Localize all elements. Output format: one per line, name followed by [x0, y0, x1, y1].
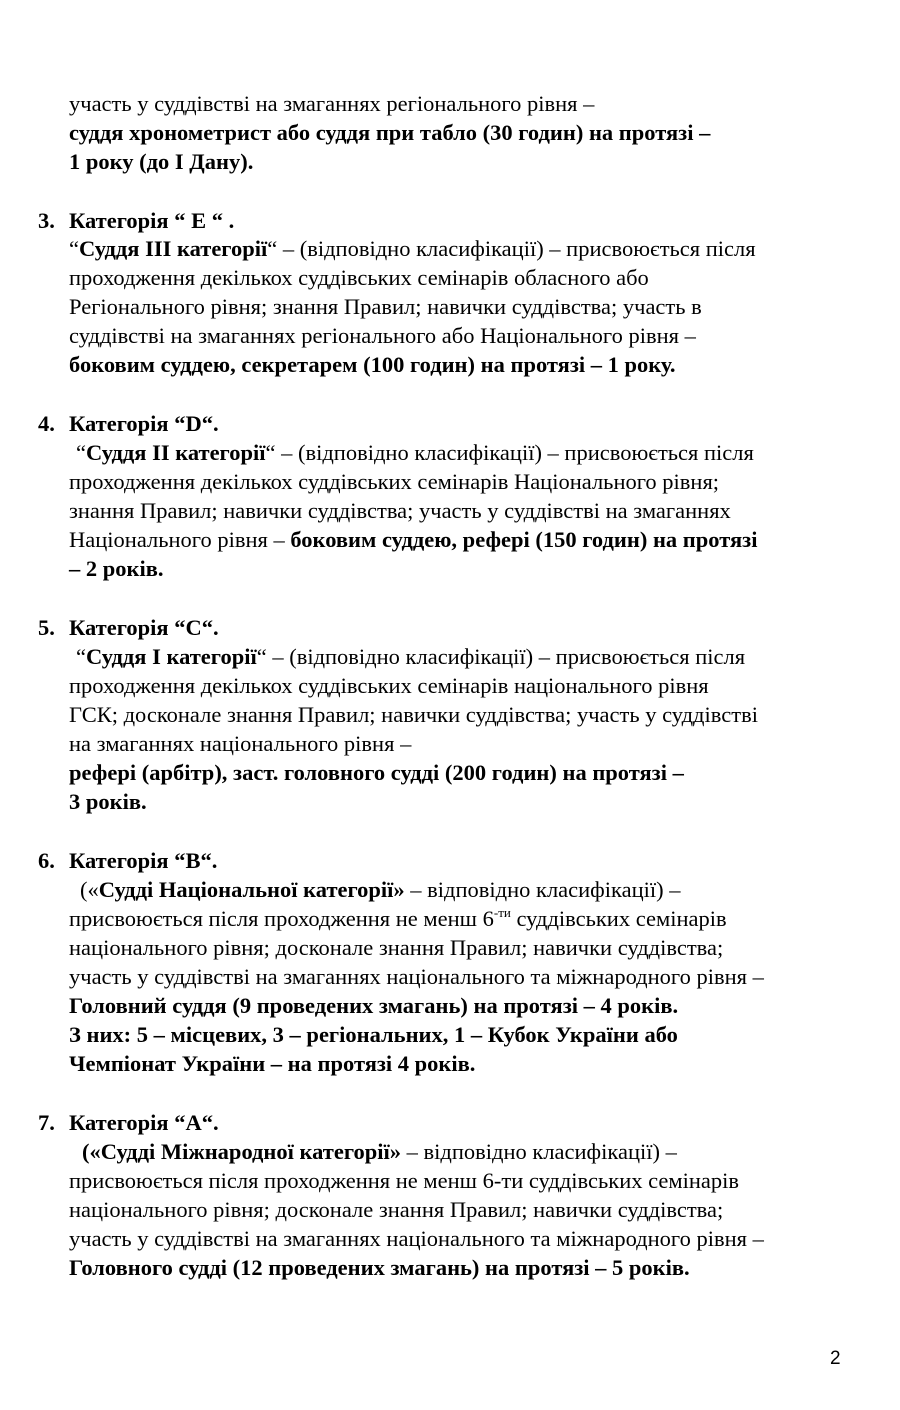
item-line: участь у суддівстві на змаганнях національного та міжнародного рівня –	[69, 1226, 764, 1251]
item-mixed-line: Національного рівня – боковим суддею, рефері (150 годин) на протязі	[69, 527, 758, 552]
item-heading: Категорія “D“.	[69, 411, 219, 436]
item-line: національного рівня; досконале знання Правил; навички суддівства;	[69, 935, 724, 960]
item-first-line: («Судді Національної категорії» – відповідно класифікації) –	[80, 877, 681, 902]
item-line: на змаганнях національного рівня –	[69, 731, 412, 756]
item-number: 7.	[38, 1110, 55, 1135]
item-line: присвоюється після проходження не менш $6^{-ти}$ суддівських семінарів	[69, 905, 727, 931]
item-number: 5.	[38, 615, 55, 640]
item-heading: Категорія “В“.	[69, 848, 218, 873]
item-line: знання Правил; навички суддівства; участь у суддівстві на змаганнях	[69, 498, 731, 523]
item-line: ГСК; досконале знання Правил; навички суддівства; участь у суддівстві	[69, 702, 758, 727]
category-title: Судді Міжнародної категорії»	[100, 1139, 402, 1164]
item-heading: Категорія “С“.	[69, 615, 219, 640]
item-line: проходження декількох суддівських семінарів обласного або	[69, 265, 649, 290]
item-line: участь у суддівстві на змаганнях національного та міжнародного рівня –	[69, 964, 764, 989]
item-line: проходження декількох суддівських семінарів Національного рівня;	[69, 469, 720, 494]
item-first-line: “Суддя І категорії“ – (відповідно класифікації) – присвоюється після	[76, 644, 746, 669]
category-title: Судді Національної категорії»	[98, 877, 405, 902]
item-first-line: “Суддя ІІ категорії“ – (відповідно класифікації) – присвоюється після	[76, 440, 754, 465]
item-line: Регіонального рівня; знання Правил; навички суддівства; участь в	[69, 294, 702, 319]
item-line: національного рівня; досконале знання Правил; навички суддівства;	[69, 1197, 724, 1222]
intro-line-3: 1 року (до І Дану).	[69, 149, 254, 174]
category-title: Суддя ІІІ категорії	[79, 236, 268, 261]
item-first-line: “Суддя ІІІ категорії“ – (відповідно класифікації) – присвоюється після	[69, 236, 756, 261]
item-requirement: Чемпіонат України – на протязі 4 років.	[69, 1051, 476, 1076]
item-requirement: Головного судді (12 проведених змагань) на протязі – 5 років.	[69, 1255, 690, 1280]
page-number: 2	[830, 1348, 841, 1369]
item-first-line: («Судді Міжнародної категорії» – відповідно класифікації) –	[82, 1139, 677, 1164]
item-number: 3.	[38, 208, 55, 233]
item-requirement: З них: 5 – місцевих, 3 – регіональних, 1 – Кубок України або	[69, 1022, 678, 1047]
item-requirement: Головний суддя (9 проведених змагань) на протязі – 4 років.	[69, 993, 679, 1018]
item-requirement: рефері (арбітр), заст. головного судді (200 годин) на протязі –	[69, 760, 684, 785]
item-heading: Категорія “А“.	[69, 1110, 219, 1135]
item-number: 4.	[38, 411, 55, 436]
category-title: Суддя І категорії	[86, 644, 257, 669]
item-number: 6.	[38, 848, 55, 873]
item-line: проходження декількох суддівських семінарів національного рівня	[69, 673, 709, 698]
item-requirement: боковим суддею, секретарем (100 годин) на протязі – 1 року.	[69, 352, 676, 377]
item-line: присвоюється після проходження не менш 6-ти суддівських семінарів	[69, 1168, 740, 1193]
intro-line-2: суддя хронометрист або суддя при табло (30 годин) на протязі –	[69, 120, 711, 145]
category-title: Суддя ІІ категорії	[86, 440, 266, 465]
item-requirement: 3 років.	[69, 789, 147, 814]
intro-line-1: участь у суддівстві на змаганнях регіонального рівня –	[69, 91, 595, 116]
item-requirement: – 2 років.	[69, 556, 164, 581]
item-heading: Категорія “ E “ .	[69, 208, 235, 233]
item-line: суддівстві на змаганнях регіонального або Національного рівня –	[69, 323, 696, 348]
